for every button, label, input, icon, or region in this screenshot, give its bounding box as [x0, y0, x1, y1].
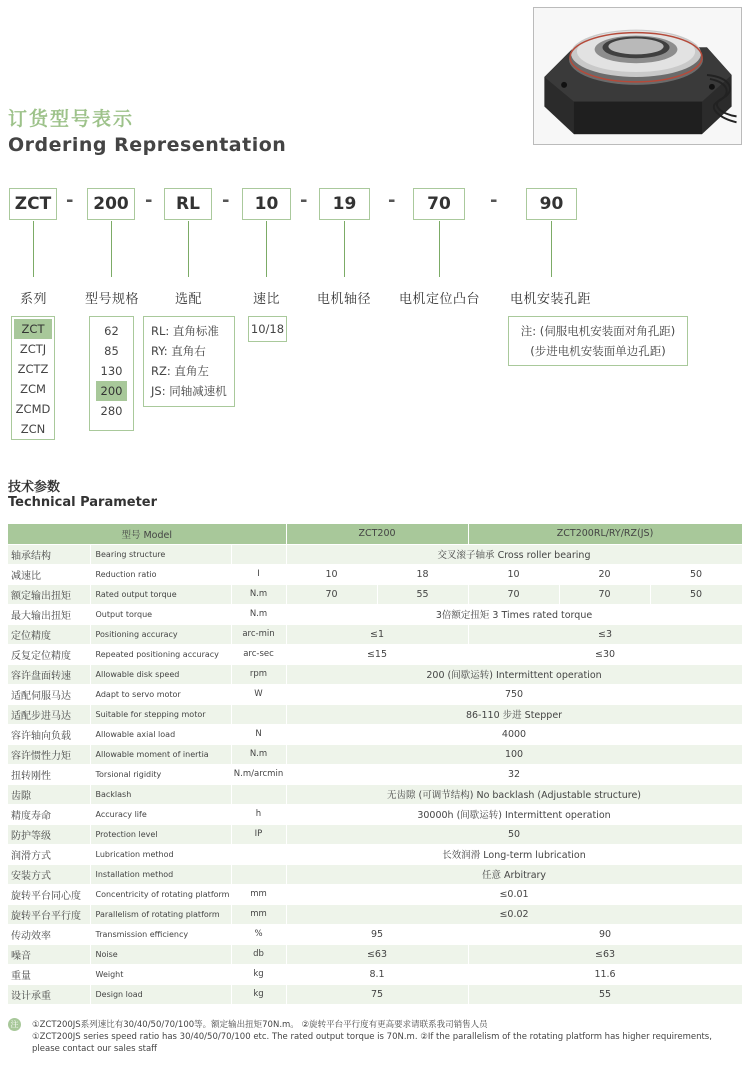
- table-cell: 反复定位精度: [8, 644, 90, 664]
- table-cell: N: [231, 724, 286, 744]
- table-row: [8, 564, 742, 584]
- table-cell: ≤0.01: [286, 884, 742, 904]
- series-option: ZCM: [20, 382, 46, 396]
- table-row: [8, 664, 742, 684]
- table-cell: Suitable for stepping motor: [90, 704, 231, 724]
- size-option: 280: [100, 404, 123, 418]
- table-cell: [231, 544, 286, 564]
- table-cell: 75: [286, 984, 468, 1004]
- table-cell: arc-sec: [231, 644, 286, 664]
- table-row: [8, 804, 742, 824]
- table-cell: N.m: [231, 604, 286, 624]
- table-cell: IP: [231, 824, 286, 844]
- mount-note-line: 注: (伺服电机安装面对角孔距): [520, 324, 676, 338]
- rotary-table-image: [534, 8, 741, 144]
- table-cell: [231, 784, 286, 804]
- table-cell: 70: [286, 584, 377, 604]
- table-cell: Parallelism of rotating platform: [90, 904, 231, 924]
- table-row: [8, 884, 742, 904]
- table-row: [8, 764, 742, 784]
- table-cell: 32: [286, 764, 742, 784]
- code-dash: -: [222, 190, 230, 211]
- table-cell: 防护等级: [8, 824, 90, 844]
- connector-line: [188, 221, 189, 277]
- table-cell: Allowable moment of inertia: [90, 744, 231, 764]
- table-cell: db: [231, 944, 286, 964]
- table-cell: ≤63: [286, 944, 468, 964]
- table-cell: Repeated positioning accuracy: [90, 644, 231, 664]
- table-cell: 11.6: [468, 964, 742, 984]
- table-cell: Bearing structure: [90, 544, 231, 564]
- mount-note-line: (步进电机安装面单边孔距): [530, 344, 666, 358]
- code-size: 200: [87, 188, 135, 220]
- table-cell: 轴承结构: [8, 544, 90, 564]
- connector-line: [111, 221, 112, 277]
- series-option: ZCTZ: [17, 362, 49, 376]
- connector-line: [439, 221, 440, 277]
- table-cell: I: [231, 564, 286, 584]
- size-option: 62: [104, 324, 119, 338]
- table-cell: [231, 704, 286, 724]
- table-row: [8, 704, 742, 724]
- size-options: [89, 316, 134, 431]
- size-option-selected: 200: [96, 381, 127, 401]
- table-cell: 55: [468, 984, 742, 1004]
- connector-line: [266, 221, 267, 277]
- table-cell: 任意 Arbitrary: [286, 864, 742, 884]
- table-cell: 70: [468, 584, 559, 604]
- table-cell: mm: [231, 904, 286, 924]
- table-cell: Installation method: [90, 864, 231, 884]
- table-cell: 噪音: [8, 944, 90, 964]
- code-dash: -: [300, 190, 308, 211]
- technical-parameter-table: [8, 524, 743, 1005]
- size-option: 130: [100, 364, 123, 378]
- table-cell: N.m: [231, 744, 286, 764]
- table-cell: kg: [231, 984, 286, 1004]
- table-row: [8, 624, 742, 644]
- table-cell: 传动效率: [8, 924, 90, 944]
- table-cell: Output torque: [90, 604, 231, 624]
- table-cell: Allowable axial load: [90, 724, 231, 744]
- table-cell: 10: [286, 564, 377, 584]
- table-row: [8, 944, 742, 964]
- table-cell: Design load: [90, 984, 231, 1004]
- ratio-option: 10/18: [250, 322, 285, 336]
- connector-line: [344, 221, 345, 277]
- table-cell: Transmission efficiency: [90, 924, 231, 944]
- label-mount: 电机安装孔距: [510, 292, 592, 307]
- label-series: 系列: [20, 292, 48, 307]
- header-col-b: ZCT200RL/RY/RZ(JS): [468, 524, 742, 544]
- table-row: [8, 824, 742, 844]
- table-cell: 扭转刚性: [8, 764, 90, 784]
- table-cell: 70: [559, 584, 650, 604]
- table-cell: N.m: [231, 584, 286, 604]
- note-line-en-cont: please contact our sales staff: [32, 1044, 158, 1054]
- table-cell: 200 (间歇运转) Intermittent operation: [286, 664, 742, 684]
- table-cell: Torsional rigidity: [90, 764, 231, 784]
- table-row: [8, 644, 742, 664]
- table-cell: 齿隙: [8, 784, 90, 804]
- table-row: [8, 784, 742, 804]
- table-cell: Lubrication method: [90, 844, 231, 864]
- table-cell: 20: [559, 564, 650, 584]
- table-cell: 安装方式: [8, 864, 90, 884]
- table-cell: [231, 864, 286, 884]
- table-row: [8, 844, 742, 864]
- note-line-cn: ①ZCT200JS系列速比有30/40/50/70/100等。额定输出扭矩70N.m。 ②旋转平台平行度有更高要求请联系我司销售人员: [32, 1020, 488, 1030]
- label-config: 选配: [175, 292, 203, 307]
- table-cell: ≤3: [468, 624, 742, 644]
- table-cell: Concentricity of rotating platform: [90, 884, 231, 904]
- product-photo: [533, 7, 742, 145]
- table-cell: h: [231, 804, 286, 824]
- table-row: [8, 544, 742, 564]
- table-cell: 8.1: [286, 964, 468, 984]
- table-cell: 50: [650, 584, 742, 604]
- table-cell: Positioning accuracy: [90, 624, 231, 644]
- table-cell: Accuracy life: [90, 804, 231, 824]
- size-option: 85: [104, 344, 119, 358]
- table-cell: Backlash: [90, 784, 231, 804]
- table-cell: Reduction ratio: [90, 564, 231, 584]
- table-cell: 旋转平台同心度: [8, 884, 90, 904]
- config-option: RL: 直角标准: [151, 324, 219, 338]
- table-row: [8, 904, 742, 924]
- table-cell: 设计承重: [8, 984, 90, 1004]
- table-cell: 精度寿命: [8, 804, 90, 824]
- table-cell: 95: [286, 924, 468, 944]
- ordering-title-cn: 订货型号表示: [8, 108, 135, 130]
- table-cell: 长效润滑 Long-term lubrication: [286, 844, 742, 864]
- table-cell: ≤15: [286, 644, 468, 664]
- table-row: [8, 924, 742, 944]
- table-cell: Weight: [90, 964, 231, 984]
- config-options: [143, 316, 235, 407]
- table-cell: [231, 844, 286, 864]
- code-mount: 90: [526, 188, 577, 220]
- table-cell: mm: [231, 884, 286, 904]
- label-flange: 电机定位凸台: [399, 292, 481, 307]
- table-cell: 50: [286, 824, 742, 844]
- series-option-selected: ZCT: [14, 319, 52, 339]
- table-cell: kg: [231, 964, 286, 984]
- table-row: [8, 724, 742, 744]
- code-config: RL: [164, 188, 212, 220]
- table-row: [8, 604, 742, 624]
- table-cell: 适配伺服马达: [8, 684, 90, 704]
- ordering-title-en: Ordering Representation: [8, 134, 287, 156]
- table-cell: N.m/arcmin: [231, 764, 286, 784]
- series-option: ZCN: [20, 422, 46, 436]
- table-cell: 润滑方式: [8, 844, 90, 864]
- table-row: [8, 864, 742, 884]
- table-cell: 50: [650, 564, 742, 584]
- code-ratio: 10: [242, 188, 291, 220]
- note-badge: 注: [8, 1018, 21, 1031]
- ratio-options: [248, 316, 287, 342]
- config-option: RY: 直角右: [151, 344, 206, 358]
- code-dash: -: [66, 190, 74, 211]
- series-options: [11, 316, 55, 440]
- table-cell: 额定输出扭矩: [8, 584, 90, 604]
- table-body: [8, 544, 742, 1004]
- table-cell: 交叉滚子轴承 Cross roller bearing: [286, 544, 742, 564]
- table-cell: ≤63: [468, 944, 742, 964]
- table-cell: Noise: [90, 944, 231, 964]
- table-cell: 最大输出扭矩: [8, 604, 90, 624]
- table-cell: 4000: [286, 724, 742, 744]
- table-cell: 旋转平台平行度: [8, 904, 90, 924]
- table-cell: Adapt to servo motor: [90, 684, 231, 704]
- header-model: 型号 Model: [8, 524, 286, 544]
- table-cell: 适配步进马达: [8, 704, 90, 724]
- table-row: [8, 964, 742, 984]
- table-cell: 750: [286, 684, 742, 704]
- code-dash: -: [490, 190, 498, 211]
- table-cell: %: [231, 924, 286, 944]
- table-cell: 3倍额定扭矩 3 Times rated torque: [286, 604, 742, 624]
- table-cell: 定位精度: [8, 624, 90, 644]
- code-series: ZCT: [9, 188, 57, 220]
- table-cell: 18: [377, 564, 468, 584]
- table-cell: 容许惯性力矩: [8, 744, 90, 764]
- table-cell: arc-min: [231, 624, 286, 644]
- connector-line: [33, 221, 34, 277]
- table-cell: 容许盘面转速: [8, 664, 90, 684]
- params-title-cn: 技术参数: [8, 480, 61, 495]
- table-row: [8, 584, 742, 604]
- table-cell: Protection level: [90, 824, 231, 844]
- config-option: RZ: 直角左: [151, 364, 209, 378]
- table-row: [8, 744, 742, 764]
- table-cell: W: [231, 684, 286, 704]
- code-dash: -: [388, 190, 396, 211]
- table-cell: 容许轴向负载: [8, 724, 90, 744]
- code-shaft: 19: [319, 188, 370, 220]
- header-col-a: ZCT200: [286, 524, 468, 544]
- table-cell: 30000h (间歇运转) Intermittent operation: [286, 804, 742, 824]
- params-title-en: Technical Parameter: [8, 495, 158, 510]
- series-option: ZCMD: [15, 402, 51, 416]
- table-row: [8, 984, 742, 1004]
- mount-note-box: [508, 316, 688, 366]
- connector-line: [551, 221, 552, 277]
- table-cell: 90: [468, 924, 742, 944]
- table-header-row: [8, 524, 742, 544]
- table-cell: 55: [377, 584, 468, 604]
- config-option: JS: 同轴减速机: [151, 384, 227, 398]
- table-row: [8, 684, 742, 704]
- code-flange: 70: [413, 188, 465, 220]
- table-cell: 无齿隙 (可调节结构) No backlash (Adjustable structure): [286, 784, 742, 804]
- table-cell: ≤1: [286, 624, 468, 644]
- table-cell: 100: [286, 744, 742, 764]
- label-shaft: 电机轴径: [317, 292, 372, 307]
- table-cell: ≤30: [468, 644, 742, 664]
- table-cell: rpm: [231, 664, 286, 684]
- label-ratio: 速比: [253, 292, 281, 307]
- table-cell: 重量: [8, 964, 90, 984]
- note-line-en: ①ZCT200JS series speed ratio has 30/40/50/70/100 etc. The rated output torque is 70N.m. ②If the parallelism of the rotating platform has higher requirements,: [32, 1032, 712, 1042]
- table-cell: 减速比: [8, 564, 90, 584]
- table-cell: ≤0.02: [286, 904, 742, 924]
- code-dash: -: [145, 190, 153, 211]
- table-cell: 10: [468, 564, 559, 584]
- table-cell: 86-110 步进 Stepper: [286, 704, 742, 724]
- series-option: ZCTJ: [19, 342, 47, 356]
- label-size: 型号规格: [85, 292, 140, 307]
- table-cell: Rated output torque: [90, 584, 231, 604]
- table-cell: Allowable disk speed: [90, 664, 231, 684]
